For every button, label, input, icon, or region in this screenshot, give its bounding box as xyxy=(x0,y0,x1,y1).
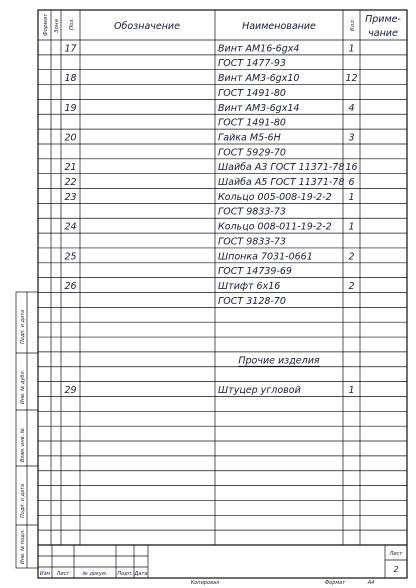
row-name: Штуцер угловой xyxy=(218,384,301,396)
header-qty: Кол. xyxy=(350,18,356,31)
row-pos: 19 xyxy=(64,102,77,114)
side-label-sign-date-bottom: Подп. и дата xyxy=(20,483,26,518)
row-qty: 4 xyxy=(348,102,355,114)
row-name: ГОСТ 14739-69 xyxy=(218,266,292,278)
row-qty: 1 xyxy=(348,191,355,203)
row-name: ГОСТ 9833-73 xyxy=(218,206,286,218)
header-designation: Обозначение xyxy=(114,21,180,32)
footer-format-value: А4 xyxy=(367,580,375,586)
spec-row xyxy=(218,296,286,307)
stamp-sheet-number: 2 xyxy=(393,565,399,574)
row-pos: 22 xyxy=(64,177,77,189)
row-pos: 26 xyxy=(64,281,77,292)
row-pos: 20 xyxy=(64,132,77,144)
spec-row xyxy=(64,281,354,292)
row-name: Шайба А3 ГОСТ 11371-78 xyxy=(218,162,345,174)
stamp-col-doc: № докум. xyxy=(82,571,108,577)
header-pos: Поз. xyxy=(69,17,75,30)
row-name: Шпонка 7031-0661 xyxy=(218,251,313,263)
row-qty: 2 xyxy=(348,251,355,263)
stamp-col-sheet: Лист xyxy=(56,571,70,577)
row-pos: 21 xyxy=(64,162,77,174)
row-name: Кольцо 005-008-19-2-2 xyxy=(218,191,332,203)
spec-row xyxy=(218,58,286,69)
header-format: Формат xyxy=(43,13,49,36)
row-name: Винт АМ16-6gx4 xyxy=(218,43,300,55)
spec-row xyxy=(64,177,354,188)
stamp-col-sign: Подп. xyxy=(117,571,133,577)
row-name: ГОСТ 1491-80 xyxy=(218,117,286,129)
footer-copied: Копировал xyxy=(190,580,220,586)
row-qty: 3 xyxy=(348,132,355,144)
row-qty: 12 xyxy=(345,73,358,85)
side-label-orig-inv: Инв. № подл. xyxy=(20,529,26,564)
row-qty: 1 xyxy=(348,384,355,396)
spec-row xyxy=(64,251,354,262)
stamp-sheet-label: Лист xyxy=(389,551,403,557)
row-name: ГОСТ 1477-93 xyxy=(218,58,286,70)
spec-row xyxy=(64,43,354,54)
row-name: Шайба А5 ГОСТ 11371-78 xyxy=(218,177,345,189)
spec-row xyxy=(64,192,354,203)
spec-row xyxy=(64,103,354,114)
spec-row xyxy=(64,73,357,84)
row-name: ГОСТ 5929-70 xyxy=(218,147,286,159)
row-name: Кольцо 008-011-19-2-2 xyxy=(218,221,332,233)
row-qty: 1 xyxy=(348,43,355,55)
row-pos: 24 xyxy=(64,221,77,233)
row-name: ГОСТ 9833-73 xyxy=(218,236,286,248)
row-name: ГОСТ 3128-70 xyxy=(218,295,286,307)
spec-row xyxy=(64,132,354,143)
section-title: Прочие изделия xyxy=(238,355,320,367)
row-pos: 29 xyxy=(64,384,77,396)
spec-row xyxy=(218,236,286,247)
row-qty: 16 xyxy=(345,162,358,174)
side-label-sign-date-top: Подп. и дата xyxy=(20,309,26,344)
spec-row xyxy=(218,118,286,129)
spec-row xyxy=(64,162,357,173)
header-note-2: чание xyxy=(368,28,398,39)
stamp-col-date: Дата xyxy=(134,571,148,577)
row-pos: 25 xyxy=(64,251,77,263)
spec-row xyxy=(218,207,286,218)
row-qty: 1 xyxy=(348,221,355,233)
row-pos: 18 xyxy=(64,73,77,85)
spec-row xyxy=(64,222,354,233)
footer-format-label: Формат xyxy=(324,580,346,586)
row-qty: 2 xyxy=(348,281,355,292)
row-name: Винт АМ3-6gx10 xyxy=(218,73,300,85)
header-name: Наименование xyxy=(242,21,316,32)
header-note-1: Приме- xyxy=(365,14,401,25)
header-zone: Зона xyxy=(54,19,60,33)
spec-row xyxy=(238,355,320,366)
row-name: Штифт 6х16 xyxy=(218,281,281,292)
row-name: ГОСТ 1491-80 xyxy=(218,87,286,99)
spec-row xyxy=(218,266,292,277)
row-pos: 17 xyxy=(64,43,77,55)
side-label-dup-inv: Инв. № дубл. xyxy=(20,369,26,404)
row-qty: 6 xyxy=(348,177,355,189)
row-pos: 23 xyxy=(64,191,77,203)
row-name: Гайка М5-6Н xyxy=(218,132,281,144)
stamp-col-change: Изм xyxy=(39,571,51,577)
spec-row xyxy=(218,88,286,99)
spec-row xyxy=(64,385,354,396)
spec-row xyxy=(218,147,286,158)
row-name: Винт АМ3-6gx14 xyxy=(218,102,300,114)
side-label-replace-inv: Взам. инв. № xyxy=(20,428,26,462)
